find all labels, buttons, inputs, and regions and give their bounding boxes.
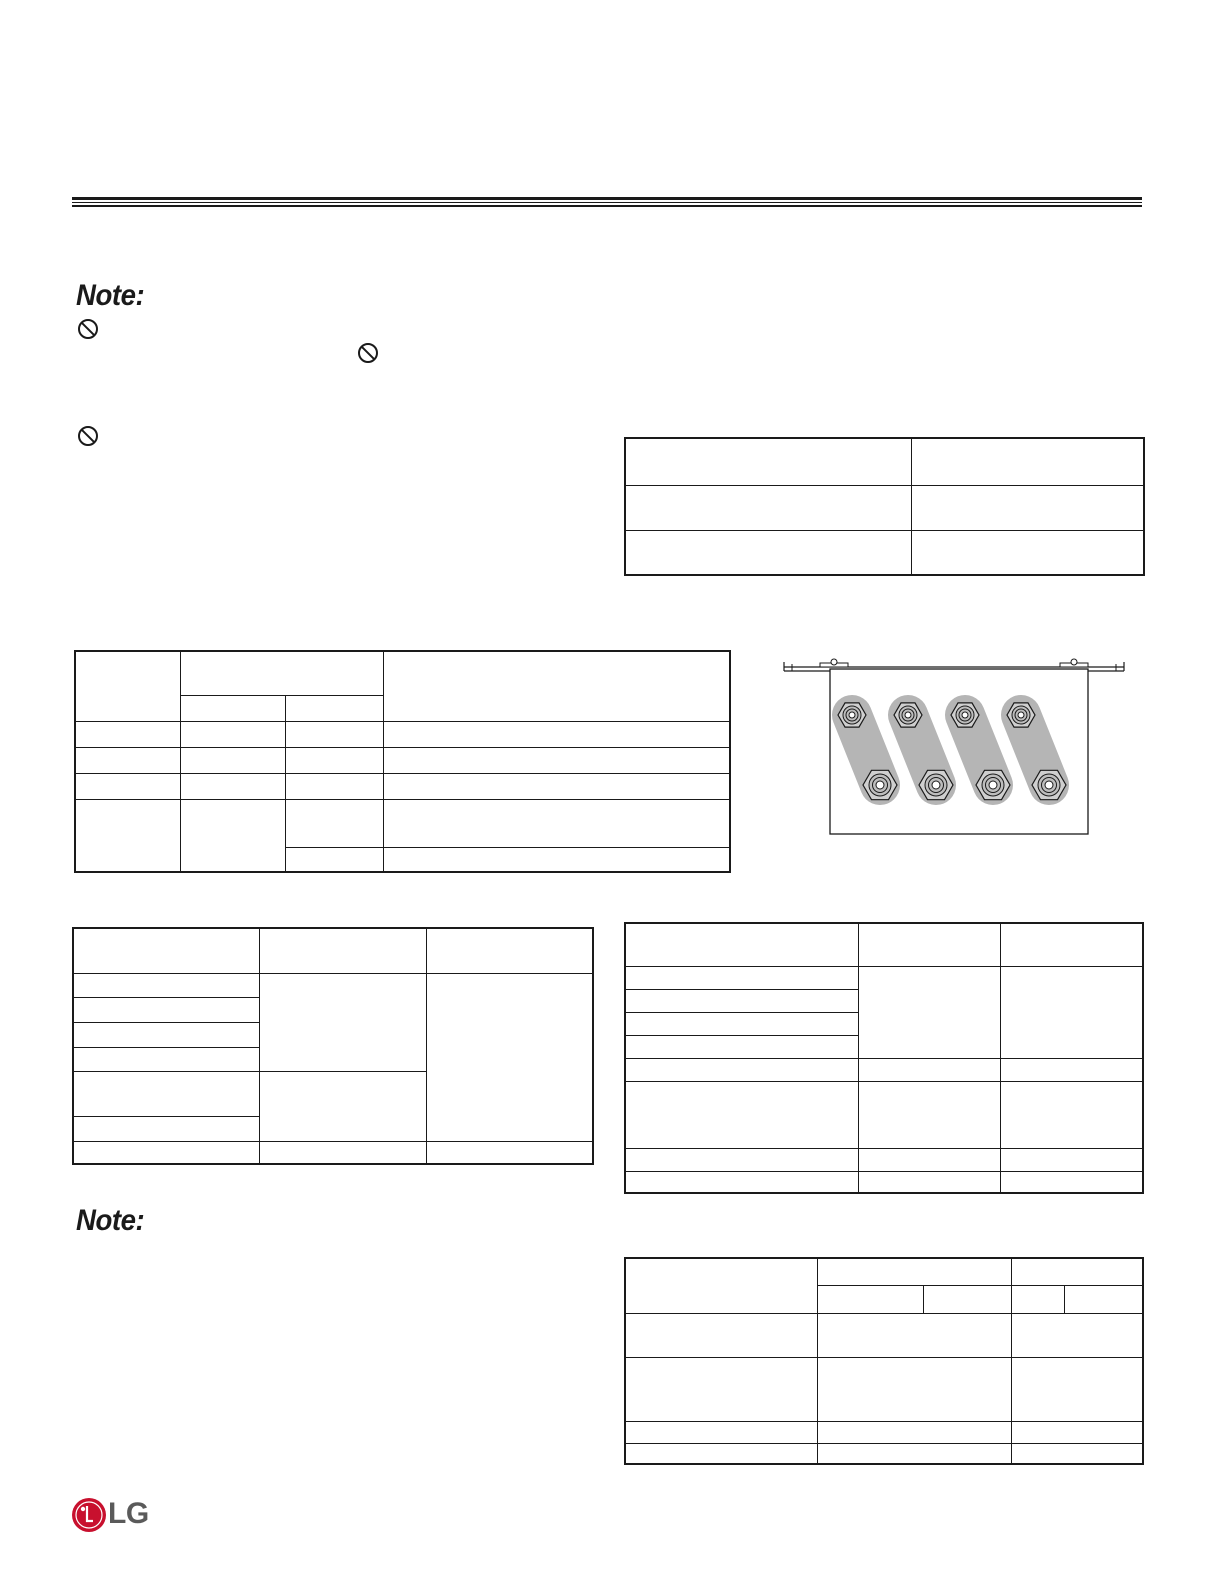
table-cell bbox=[625, 1357, 817, 1421]
table-cell bbox=[1064, 1285, 1143, 1313]
table-cell bbox=[625, 989, 858, 1012]
prohibited-icon bbox=[357, 342, 379, 364]
table-cell bbox=[625, 1171, 858, 1193]
table-cell bbox=[383, 721, 730, 747]
table-d bbox=[624, 922, 1144, 1194]
table-cell bbox=[383, 651, 730, 721]
table-cell bbox=[180, 773, 285, 799]
table-cell bbox=[259, 1141, 426, 1164]
table-cell bbox=[1000, 1081, 1143, 1148]
table-cell bbox=[1011, 1285, 1064, 1313]
table-row bbox=[73, 1141, 593, 1164]
table-cell bbox=[923, 1285, 1011, 1313]
table-a bbox=[624, 437, 1145, 576]
table-cell bbox=[817, 1443, 1011, 1464]
table-cell bbox=[817, 1285, 923, 1313]
table-cell bbox=[625, 530, 911, 575]
table-row bbox=[625, 438, 1144, 485]
header-rule-middle bbox=[72, 202, 1142, 203]
table-c bbox=[72, 927, 594, 1165]
header-rule-top bbox=[72, 197, 1142, 200]
table-row bbox=[625, 1443, 1143, 1464]
table-cell bbox=[911, 438, 1144, 485]
table-row bbox=[625, 1081, 1143, 1148]
table-cell bbox=[73, 1022, 259, 1047]
lg-logo-text: LG bbox=[108, 1497, 149, 1530]
table-cell bbox=[1000, 1148, 1143, 1171]
table-cell bbox=[625, 966, 858, 989]
note-title-2: Note: bbox=[76, 1204, 145, 1237]
table-cell bbox=[817, 1258, 1011, 1285]
table-cell bbox=[625, 1421, 817, 1443]
refrigerant-pipe-connection-diagram bbox=[780, 655, 1130, 840]
table-row bbox=[625, 966, 1143, 989]
table-cell bbox=[383, 773, 730, 799]
table-cell bbox=[1000, 966, 1143, 1058]
table-cell bbox=[75, 721, 180, 747]
table-cell bbox=[285, 847, 383, 872]
table-cell bbox=[817, 1421, 1011, 1443]
table-cell bbox=[73, 997, 259, 1022]
prohibited-icon bbox=[77, 425, 99, 447]
table-cell bbox=[75, 651, 180, 721]
table-b bbox=[74, 650, 731, 873]
table-row bbox=[625, 485, 1144, 530]
table-cell bbox=[858, 1081, 1000, 1148]
table-cell bbox=[383, 847, 730, 872]
table-cell bbox=[180, 799, 285, 872]
table-cell bbox=[858, 923, 1000, 966]
table-row bbox=[625, 1171, 1143, 1193]
table-cell bbox=[625, 1058, 858, 1081]
table-cell bbox=[73, 1141, 259, 1164]
table-cell bbox=[285, 695, 383, 721]
table-cell bbox=[73, 973, 259, 997]
table-cell bbox=[911, 485, 1144, 530]
prohibited-icon bbox=[77, 318, 99, 340]
table-cell bbox=[285, 747, 383, 773]
table-row bbox=[73, 928, 593, 973]
table-cell bbox=[1011, 1421, 1143, 1443]
table-row bbox=[75, 773, 730, 799]
table-cell bbox=[259, 973, 426, 1071]
table-row bbox=[625, 1258, 1143, 1285]
table-row bbox=[75, 721, 730, 747]
table-cell bbox=[1000, 1058, 1143, 1081]
table-cell bbox=[75, 773, 180, 799]
table-cell bbox=[426, 973, 593, 1141]
table-cell bbox=[625, 1035, 858, 1058]
table-row bbox=[75, 747, 730, 773]
table-row bbox=[75, 651, 730, 695]
table-cell bbox=[426, 928, 593, 973]
table-cell bbox=[383, 747, 730, 773]
table-cell bbox=[858, 966, 1000, 1058]
table-cell bbox=[858, 1148, 1000, 1171]
table-row bbox=[625, 1058, 1143, 1081]
table-cell bbox=[180, 651, 383, 695]
table-cell bbox=[180, 695, 285, 721]
table-cell bbox=[625, 1012, 858, 1035]
table-cell bbox=[285, 773, 383, 799]
table-cell bbox=[180, 747, 285, 773]
table-cell bbox=[383, 799, 730, 847]
table-cell bbox=[1011, 1313, 1143, 1357]
table-cell bbox=[73, 1047, 259, 1071]
table-row bbox=[625, 530, 1144, 575]
table-cell bbox=[625, 438, 911, 485]
lg-logo-icon bbox=[71, 1497, 107, 1533]
table-e bbox=[624, 1257, 1144, 1465]
table-cell bbox=[1011, 1258, 1143, 1285]
table-cell bbox=[285, 799, 383, 847]
table-cell bbox=[858, 1171, 1000, 1193]
note-title-1: Note: bbox=[76, 279, 145, 312]
table-row bbox=[625, 1148, 1143, 1171]
table-cell bbox=[73, 928, 259, 973]
table-cell bbox=[1011, 1443, 1143, 1464]
header-rule-bottom bbox=[72, 205, 1142, 207]
table-cell bbox=[625, 1443, 817, 1464]
table-cell bbox=[75, 799, 180, 872]
table-cell bbox=[625, 923, 858, 966]
table-cell bbox=[1011, 1357, 1143, 1421]
table-row bbox=[73, 973, 593, 997]
table-row bbox=[625, 1357, 1143, 1421]
table-cell bbox=[73, 1116, 259, 1141]
table-cell bbox=[285, 721, 383, 747]
table-cell bbox=[625, 1148, 858, 1171]
table-cell bbox=[911, 530, 1144, 575]
table-cell bbox=[75, 747, 180, 773]
table-cell bbox=[817, 1357, 1011, 1421]
table-cell bbox=[817, 1313, 1011, 1357]
table-cell bbox=[625, 1081, 858, 1148]
table-cell bbox=[259, 1071, 426, 1141]
table-row bbox=[625, 1421, 1143, 1443]
table-cell bbox=[180, 721, 285, 747]
table-cell bbox=[1000, 923, 1143, 966]
table-cell bbox=[259, 928, 426, 973]
table-row bbox=[625, 923, 1143, 966]
table-cell bbox=[1000, 1171, 1143, 1193]
table-cell bbox=[625, 1258, 817, 1313]
table-cell bbox=[625, 485, 911, 530]
table-cell bbox=[625, 1313, 817, 1357]
table-cell bbox=[858, 1058, 1000, 1081]
table-cell bbox=[73, 1071, 259, 1116]
table-row bbox=[75, 799, 730, 847]
table-cell bbox=[426, 1141, 593, 1164]
table-row bbox=[625, 1313, 1143, 1357]
